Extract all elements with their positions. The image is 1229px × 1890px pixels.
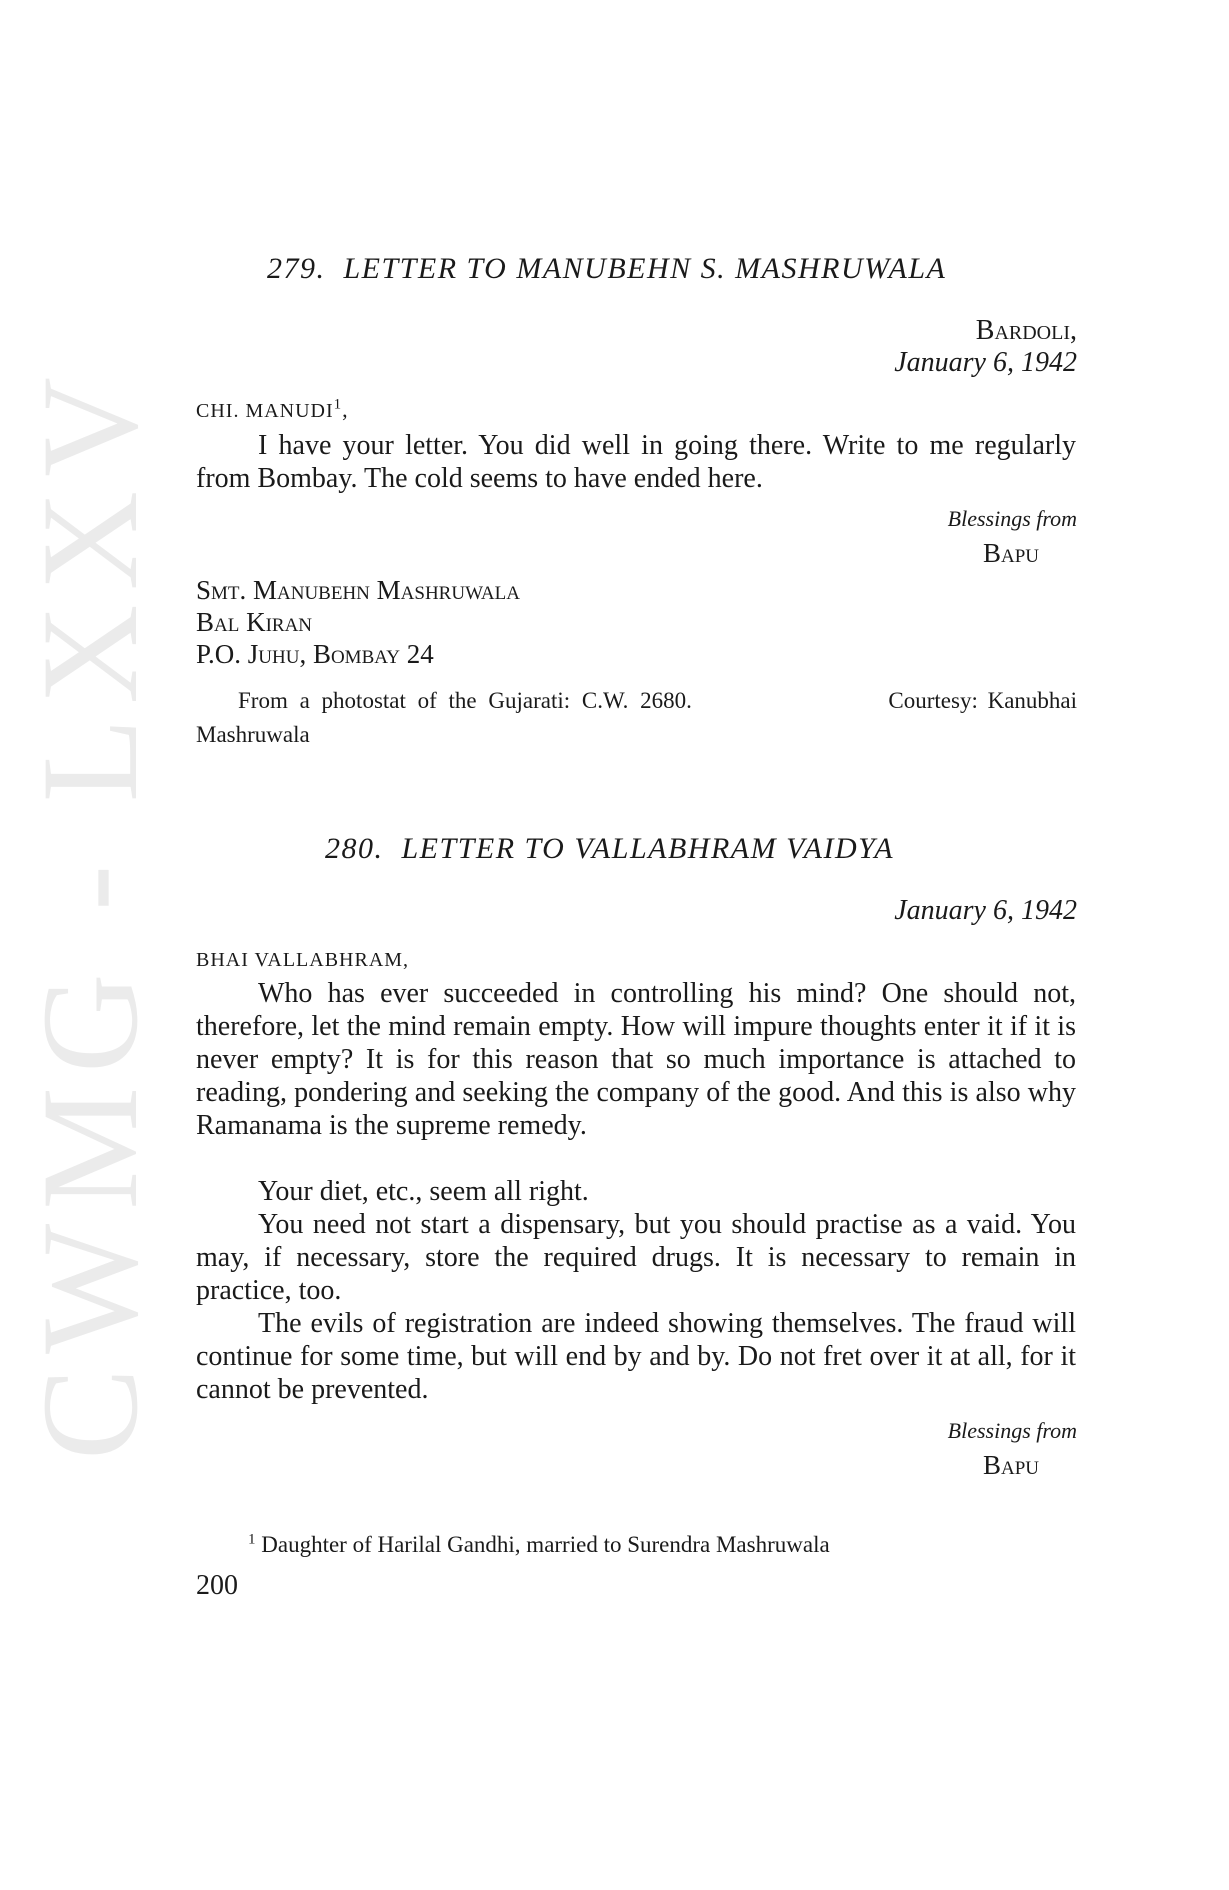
- letter-280-date: January 6, 1942: [894, 895, 1077, 926]
- letter-280-number: 280.: [325, 832, 384, 865]
- letter-280-paragraph: The evils of registration are indeed showing themselves. The fraud will continue for some time, but will end by and by. Do not fret over it at all, for it cannot be prevented.: [196, 1308, 1076, 1405]
- letter-279-source: From a photostat of the Gujarati: C.W. 2680.: [238, 688, 692, 713]
- letter-279-number: 279.: [267, 252, 326, 285]
- address-line: P.O. Juhu, Bombay 24: [196, 639, 434, 669]
- footnote-marker: 1: [248, 1531, 256, 1548]
- footnote-ref: 1: [333, 396, 343, 413]
- letter-279-place: Bardoli,: [975, 315, 1077, 346]
- letter-279-closing: Blessings from: [947, 506, 1077, 531]
- address-line: Bal Kiran: [196, 607, 313, 637]
- letter-279-courtesy: Courtesy: Kanubhai: [888, 688, 1077, 713]
- letter-279-heading: [267, 252, 946, 286]
- letter-279-body: I have your letter. You did well in going there. Write to me regularly from Bombay. The cold seems to have ended here.: [196, 430, 1076, 494]
- letter-279-date: January 6, 1942: [894, 347, 1077, 378]
- footnote: [248, 1528, 830, 1562]
- letter-280-paragraph: Who has ever succeeded in controlling his mind? One should not, therefore, let the mind remain empty. How will impure thoughts enter it if it is never empty? It is for this reason that so much importance is attached to reading, pondering and seeking the company of the good. And this is also why Ramanama is the supreme remedy.: [196, 978, 1076, 1141]
- letter-280-paragraph: You need not start a dispensary, but you should practise as a vaid. You may, if necessary, store the required drugs. It is necessary to remain in practice, too.: [196, 1209, 1076, 1306]
- address-line: Smt. Manubehn Mashruwala: [196, 575, 520, 605]
- page-number: 200: [196, 1570, 238, 1601]
- letter-279-address: [196, 574, 520, 670]
- letter-279-signature: Bapu: [982, 538, 1039, 568]
- letter-280-closing: Blessings from: [947, 1418, 1077, 1443]
- letter-280-salutation: BHAI VALLABHRAM,: [196, 949, 410, 971]
- watermark: CWMG - LXXV: [13, 363, 166, 1460]
- letter-279-source-cont: Mashruwala: [196, 722, 310, 747]
- letter-280-heading: [325, 832, 894, 866]
- footnote-text: Daughter of Harilal Gandhi, married to Surendra Mashruwala: [261, 1532, 830, 1557]
- letter-280-paragraph: Your diet, etc., seem all right.: [258, 1176, 589, 1207]
- letter-279-salutation: CHI. MANUDI$^1$,: [196, 396, 349, 422]
- letter-280-title: LETTER TO VALLABHRAM VAIDYA: [401, 832, 895, 865]
- letter-279-title: LETTER TO MANUBEHN S. MASHRUWALA: [343, 252, 947, 285]
- letter-280-signature: Bapu: [982, 1450, 1039, 1480]
